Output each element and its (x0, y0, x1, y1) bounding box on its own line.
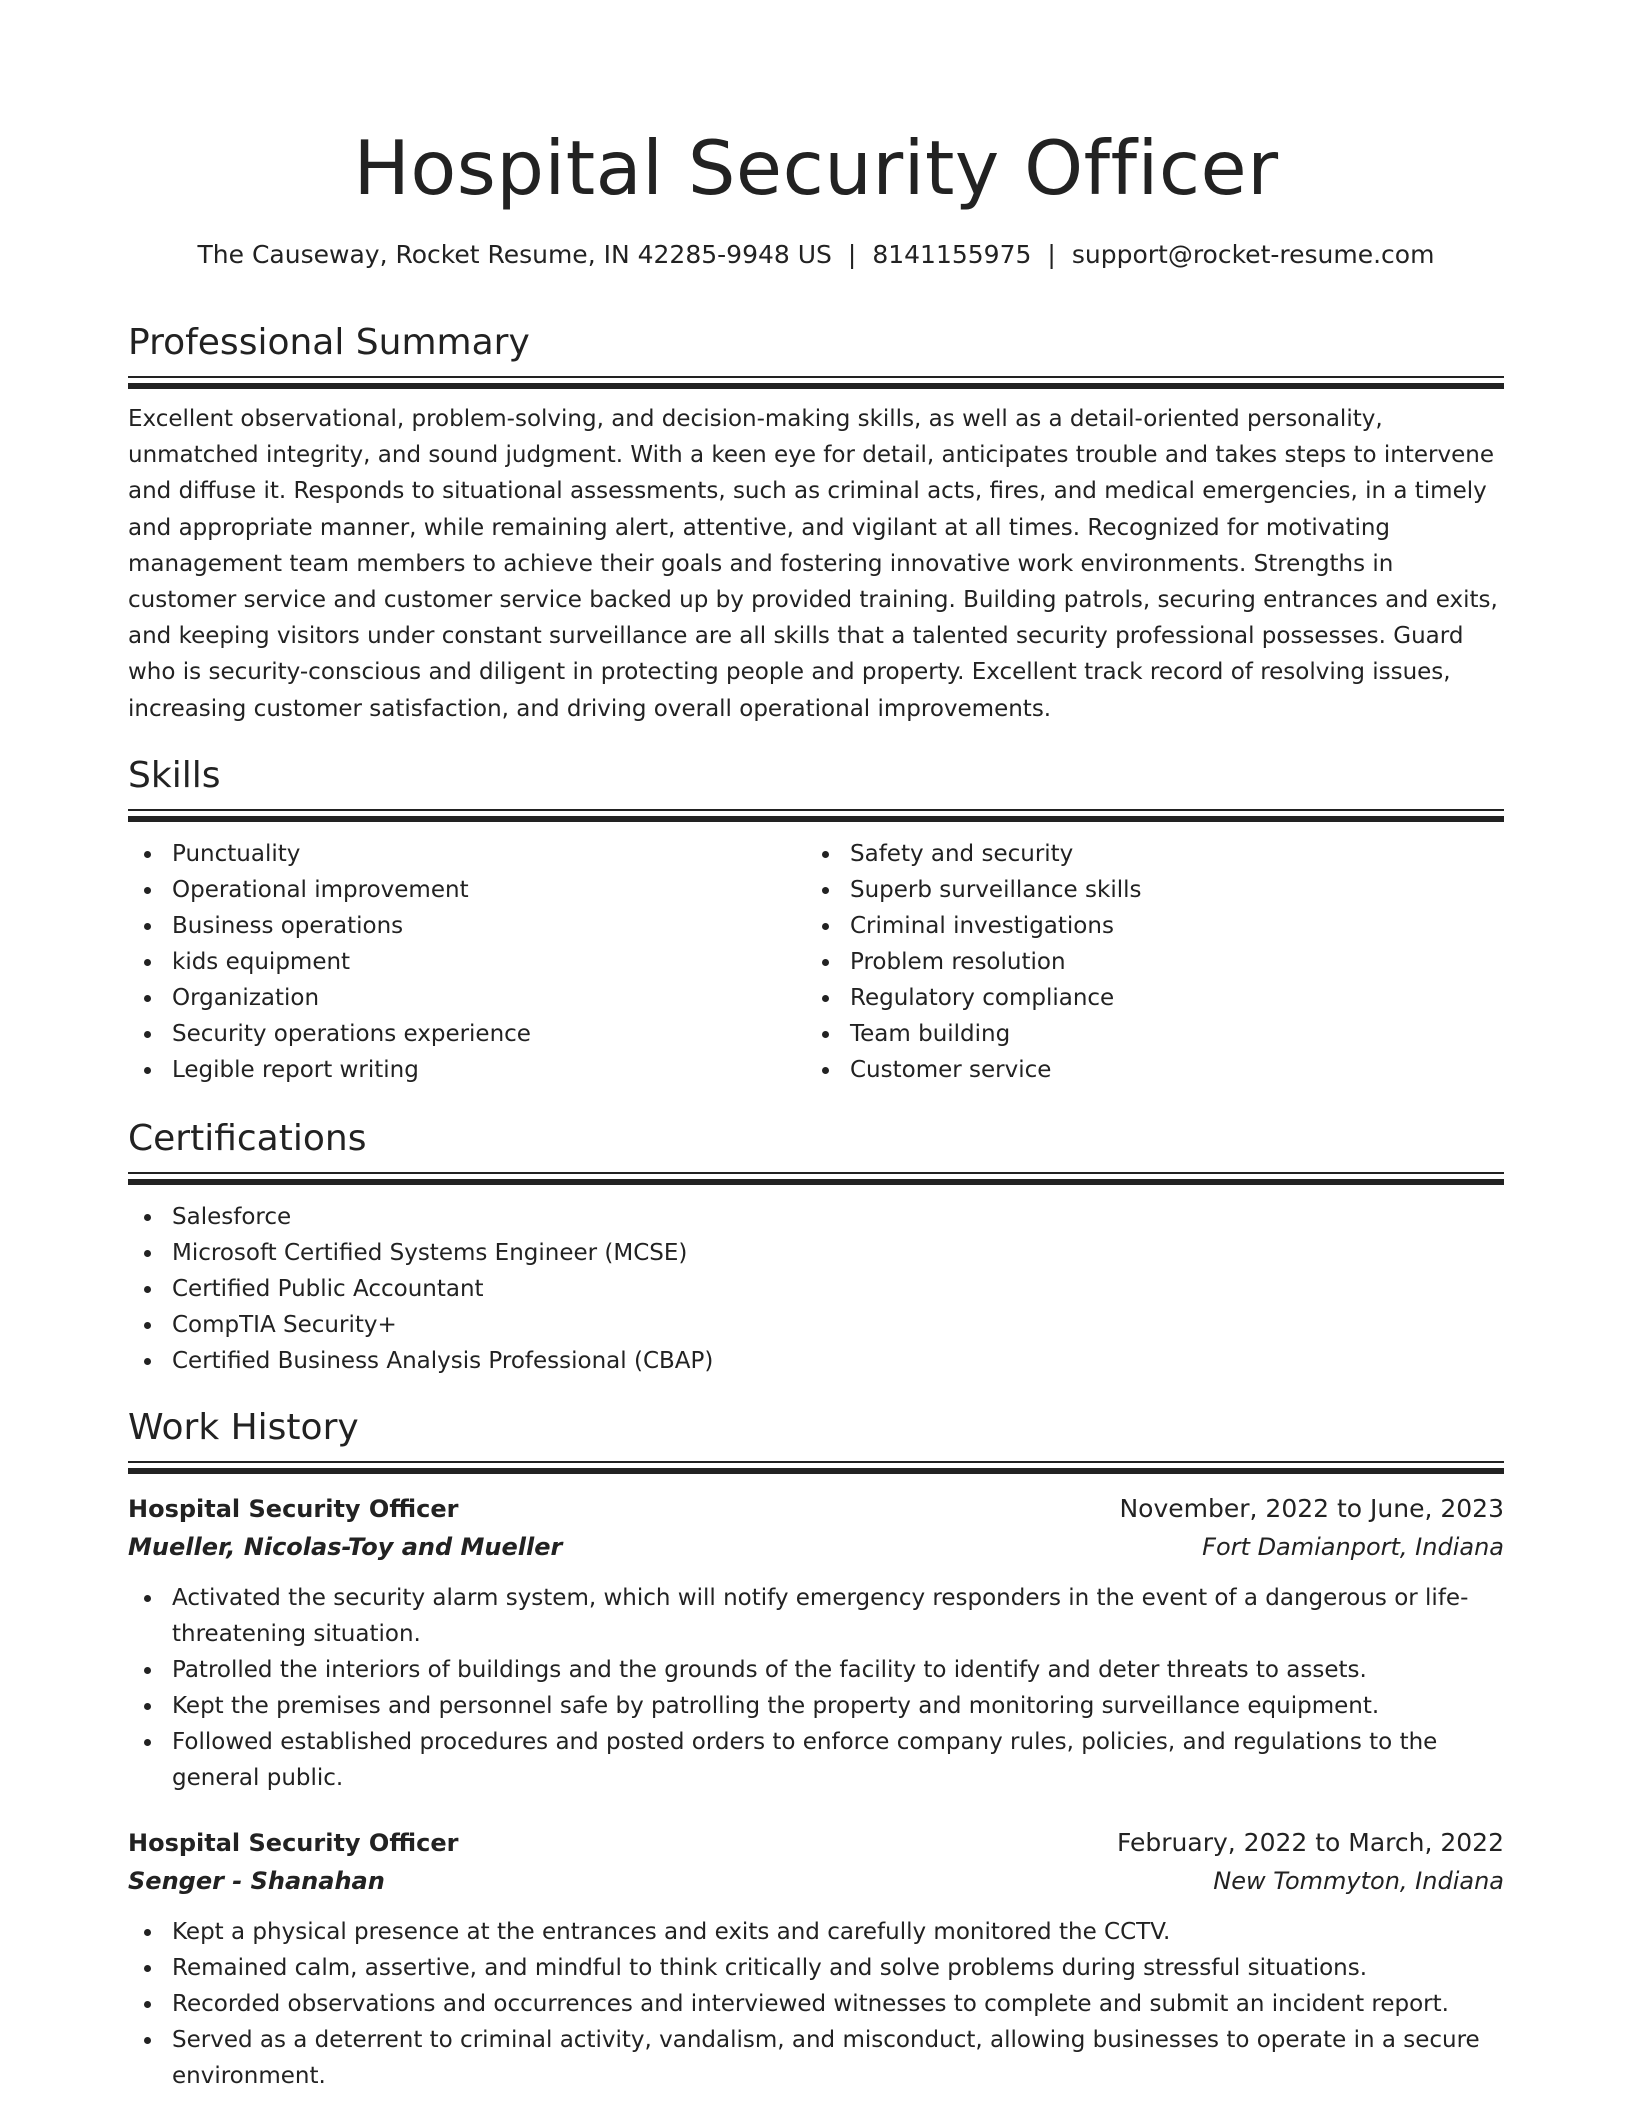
job-dates: November, 2022 to June, 2023 (1119, 1493, 1504, 1523)
skills-list-right (806, 836, 1484, 1088)
skill-item: Operational improvement (128, 872, 806, 908)
job-header (128, 1824, 1504, 1862)
skill-item: Criminal investigations (806, 908, 1484, 944)
certification-item: Certified Public Accountant (128, 1271, 1504, 1307)
contact-phone: 8141155975 (872, 240, 1032, 269)
skills-columns (128, 836, 1504, 1088)
work-history-section (128, 1405, 1504, 2094)
skill-item: Organization (128, 980, 806, 1016)
skill-item: Punctuality (128, 836, 806, 872)
job-header (128, 1490, 1504, 1528)
section-heading-skills: Skills (128, 754, 221, 796)
resume-title: Hospital Security Officer (353, 124, 1279, 212)
section-rule-thin (128, 376, 1504, 378)
skill-item: Business operations (128, 908, 806, 944)
job-location: New Tommyton, Indiana (1213, 1866, 1504, 1895)
job-bullet: Activated the security alarm system, which will notify emergency responders in the event of a dangerous or life-threatening situation. (128, 1580, 1504, 1652)
job-bullets (128, 1914, 1504, 2094)
certifications-list (128, 1199, 1504, 1379)
job-title: Hospital Security Officer (128, 1494, 459, 1523)
section-rule-thin (128, 1461, 1504, 1463)
contact-separator: | (1047, 240, 1056, 269)
skill-item: Security operations experience (128, 1016, 806, 1052)
contact-line (128, 238, 1504, 272)
job-bullet: Recorded observations and occurrences and interviewed witnesses to complete and submit an incident report. (128, 1986, 1504, 2022)
job-bullet: Kept a physical presence at the entrances and exits and carefully monitored the CCTV. (128, 1914, 1504, 1950)
skill-item: Safety and security (806, 836, 1484, 872)
contact-email: support@rocket-resume.com (1071, 240, 1435, 269)
section-rule-thin (128, 1172, 1504, 1174)
summary-text: Excellent observational, problem-solving, and decision-making skills, as well as a detail-oriented personality, unmatched integrity, and sound judgment. With a keen eye for detail, anticipates trouble and takes steps to intervene and diffuse it. Responds to situational assessments, such as criminal acts, fires, and medical emergencies, in a timely and appropriate manner, while remaining alert, attentive, and vigilant at all times. Recognized for motivating management team members to achieve their goals and fostering innovative work environments. Strengths in customer service and customer service backed up by provided training. Building patrols, securing entrances and exits, and keeping visitors under constant surveillance are all skills that a talented security professional possesses. Guard who is security-conscious and diligent in protecting people and property. Excellent track record of resolving issues, increasing customer satisfaction, and driving overall operational improvements. (128, 406, 1498, 722)
resume-page (128, 0, 1504, 2094)
section-rule-thick (128, 383, 1504, 389)
job-company: Senger - Shanahan (128, 1866, 385, 1895)
section-heading-summary: Professional Summary (128, 322, 530, 363)
skill-item: Customer service (806, 1052, 1484, 1088)
job-bullet: Served as a deterrent to criminal activity, vandalism, and misconduct, allowing businesses to operate in a secure environment. (128, 2022, 1504, 2094)
skill-item: Team building (806, 1016, 1484, 1052)
contact-address: The Causeway, Rocket Resume, IN 42285-9948 US (197, 240, 832, 269)
skill-item: Superb surveillance skills (806, 872, 1484, 908)
job-company: Mueller, Nicolas-Toy and Mueller (128, 1532, 563, 1561)
job-bullet: Followed established procedures and posted orders to enforce company rules, policies, and regulations to the general public. (128, 1724, 1504, 1796)
job-subheader (128, 1528, 1504, 1566)
skill-item: Regulatory compliance (806, 980, 1484, 1016)
job-bullets (128, 1580, 1504, 1796)
job-bullet: Kept the premises and personnel safe by patrolling the property and monitoring surveillance equipment. (128, 1688, 1504, 1724)
section-rule-thick (128, 816, 1504, 822)
job-bullet: Patrolled the interiors of buildings and the grounds of the facility to identify and deter threats to assets. (128, 1652, 1504, 1688)
section-rule-thick (128, 1468, 1504, 1474)
skills-section (128, 753, 1504, 1088)
certifications-section (128, 1116, 1504, 1379)
skill-item: Legible report writing (128, 1052, 806, 1088)
section-heading-work-history: Work History (128, 1406, 359, 1448)
skill-item: Problem resolution (806, 944, 1484, 980)
skill-item: kids equipment (128, 944, 806, 980)
section-rule-thin (128, 809, 1504, 811)
certification-item: Salesforce (128, 1199, 1504, 1235)
section-rule-thick (128, 1179, 1504, 1185)
job-entry (128, 1824, 1504, 2094)
job-location: Fort Damianport, Indiana (1202, 1532, 1504, 1561)
summary-section (128, 320, 1504, 727)
skills-list-left (128, 836, 806, 1088)
job-bullet: Remained calm, assertive, and mindful to think critically and solve problems during stressful situations. (128, 1950, 1504, 1986)
job-dates: February, 2022 to March, 2022 (1116, 1827, 1504, 1857)
certification-item: Microsoft Certified Systems Engineer (MCSE) (128, 1235, 1504, 1271)
job-title: Hospital Security Officer (128, 1828, 459, 1857)
section-heading-certifications: Certifications (128, 1117, 367, 1159)
job-entry (128, 1490, 1504, 1796)
job-subheader (128, 1862, 1504, 1900)
contact-separator: | (847, 240, 857, 269)
certification-item: CompTIA Security+ (128, 1307, 1504, 1343)
certification-item: Certified Business Analysis Professional (CBAP) (128, 1343, 1504, 1379)
